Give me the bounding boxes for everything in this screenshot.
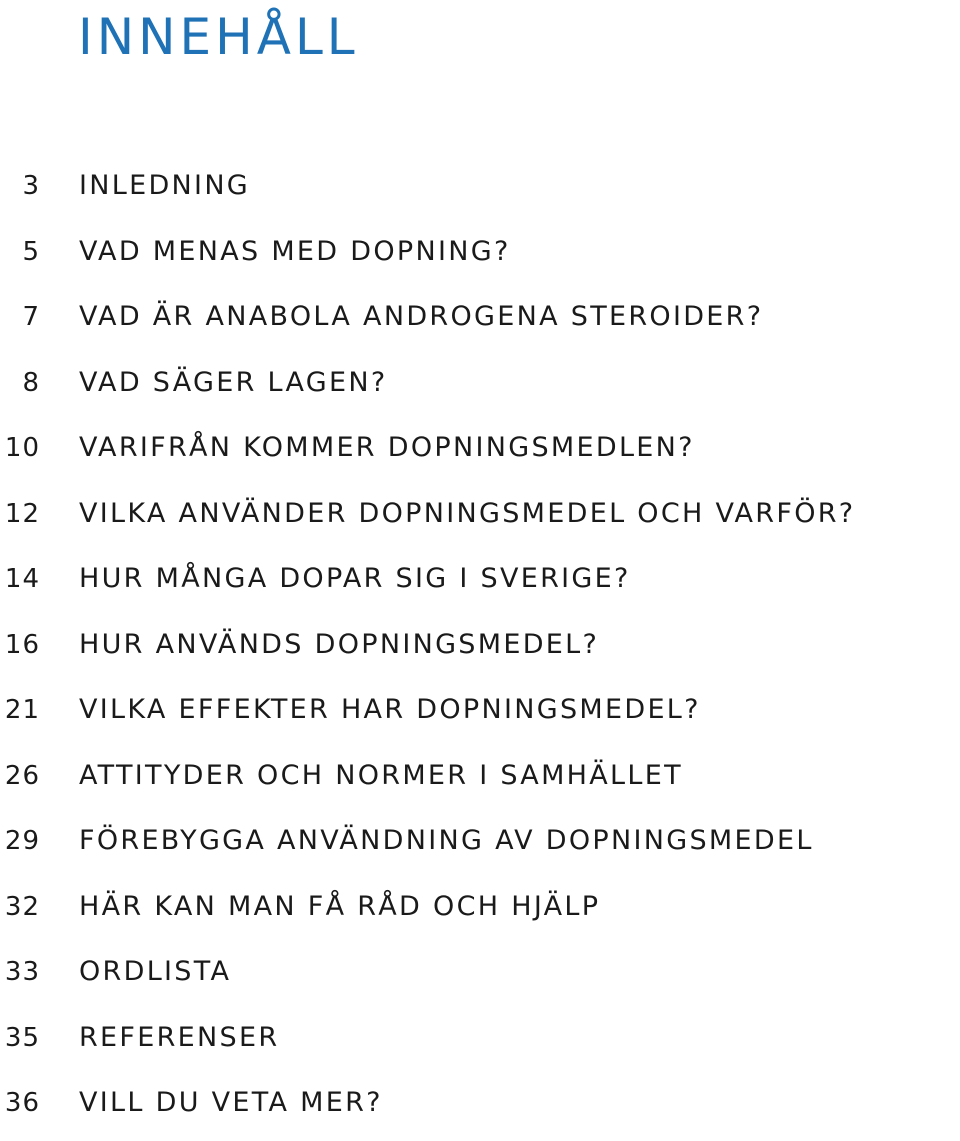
toc-page-number: 5	[22, 236, 40, 267]
toc-page-number: 32	[4, 891, 40, 922]
toc-entry-vad-sager-lagen[interactable]	[0, 355, 960, 421]
toc-entry-vill-du-veta-mer[interactable]	[0, 1075, 960, 1141]
toc-entry-vilka-effekter[interactable]	[0, 682, 960, 748]
toc-entry-referenser[interactable]	[0, 1010, 960, 1076]
toc-entry-rad-och-hjalp[interactable]	[0, 879, 960, 945]
toc-entry-label: INLEDNING	[79, 170, 251, 201]
toc-page-number: 29	[4, 826, 40, 856]
toc-page-number: 3	[22, 171, 40, 201]
toc-entry-hur-anvands-dopningsmedel[interactable]	[0, 617, 960, 683]
toc-entry-label: HUR ANVÄNDS DOPNINGSMEDEL?	[79, 628, 600, 660]
toc-entry-label: VILL DU VETA MER?	[79, 1087, 383, 1118]
toc-entry-label: FÖREBYGGA ANVÄNDNING AV DOPNINGSMEDEL	[79, 825, 814, 856]
toc-page-number: 8	[22, 367, 40, 398]
toc-entry-varifran-kommer-dopningsmedlen[interactable]	[0, 420, 960, 486]
toc-entry-label: ORDLISTA	[79, 956, 232, 987]
toc-page-number: 7	[22, 302, 40, 332]
toc-page-number: 26	[4, 760, 40, 791]
toc-page-number: 16	[4, 629, 40, 660]
toc-entry-forebygga-anvandning[interactable]	[0, 813, 960, 879]
toc-entry-label: VILKA EFFEKTER HAR DOPNINGSMEDEL?	[79, 694, 701, 725]
toc-entry-label: VARIFRÅN KOMMER DOPNINGSMEDLEN?	[79, 432, 695, 463]
toc-page-number: 12	[4, 498, 40, 529]
toc-page-number: 21	[4, 695, 40, 725]
toc-entry-label: VAD MENAS MED DOPNING?	[79, 235, 511, 267]
toc-entry-vilka-anvander-dopningsmedel[interactable]	[0, 486, 960, 552]
toc-entry-label: ATTITYDER OCH NORMER I SAMHÄLLET	[79, 759, 683, 791]
toc-entry-label: VAD ÄR ANABOLA ANDROGENA STEROIDER?	[79, 301, 764, 332]
toc-page-number: 14	[4, 564, 40, 594]
toc-entry-label: REFERENSER	[79, 1021, 280, 1053]
toc-entry-attityder-och-normer[interactable]	[0, 748, 960, 814]
toc-entry-hur-manga-dopar-sig[interactable]	[0, 551, 960, 617]
toc-entry-label: HUR MÅNGA DOPAR SIG I SVERIGE?	[79, 563, 631, 594]
toc-page-number: 36	[4, 1088, 40, 1118]
toc-entry-label: VILKA ANVÄNDER DOPNINGSMEDEL OCH VARFÖR?	[79, 497, 856, 529]
toc-page-number: 10	[4, 433, 40, 463]
toc-entry-anabola-androgena-steroider[interactable]	[0, 289, 960, 355]
page-title: INNEHÅLL	[78, 8, 359, 66]
toc-entry-ordlista[interactable]	[0, 944, 960, 1010]
toc-entry-vad-menas-med-dopning[interactable]	[0, 224, 960, 290]
toc-entry-inledning[interactable]	[0, 158, 960, 224]
table-of-contents	[0, 158, 960, 1141]
toc-entry-label: HÄR KAN MAN FÅ RÅD OCH HJÄLP	[79, 890, 601, 922]
toc-page-number: 35	[4, 1022, 40, 1053]
toc-page-number: 33	[4, 957, 40, 987]
toc-entry-label: VAD SÄGER LAGEN?	[79, 366, 388, 398]
